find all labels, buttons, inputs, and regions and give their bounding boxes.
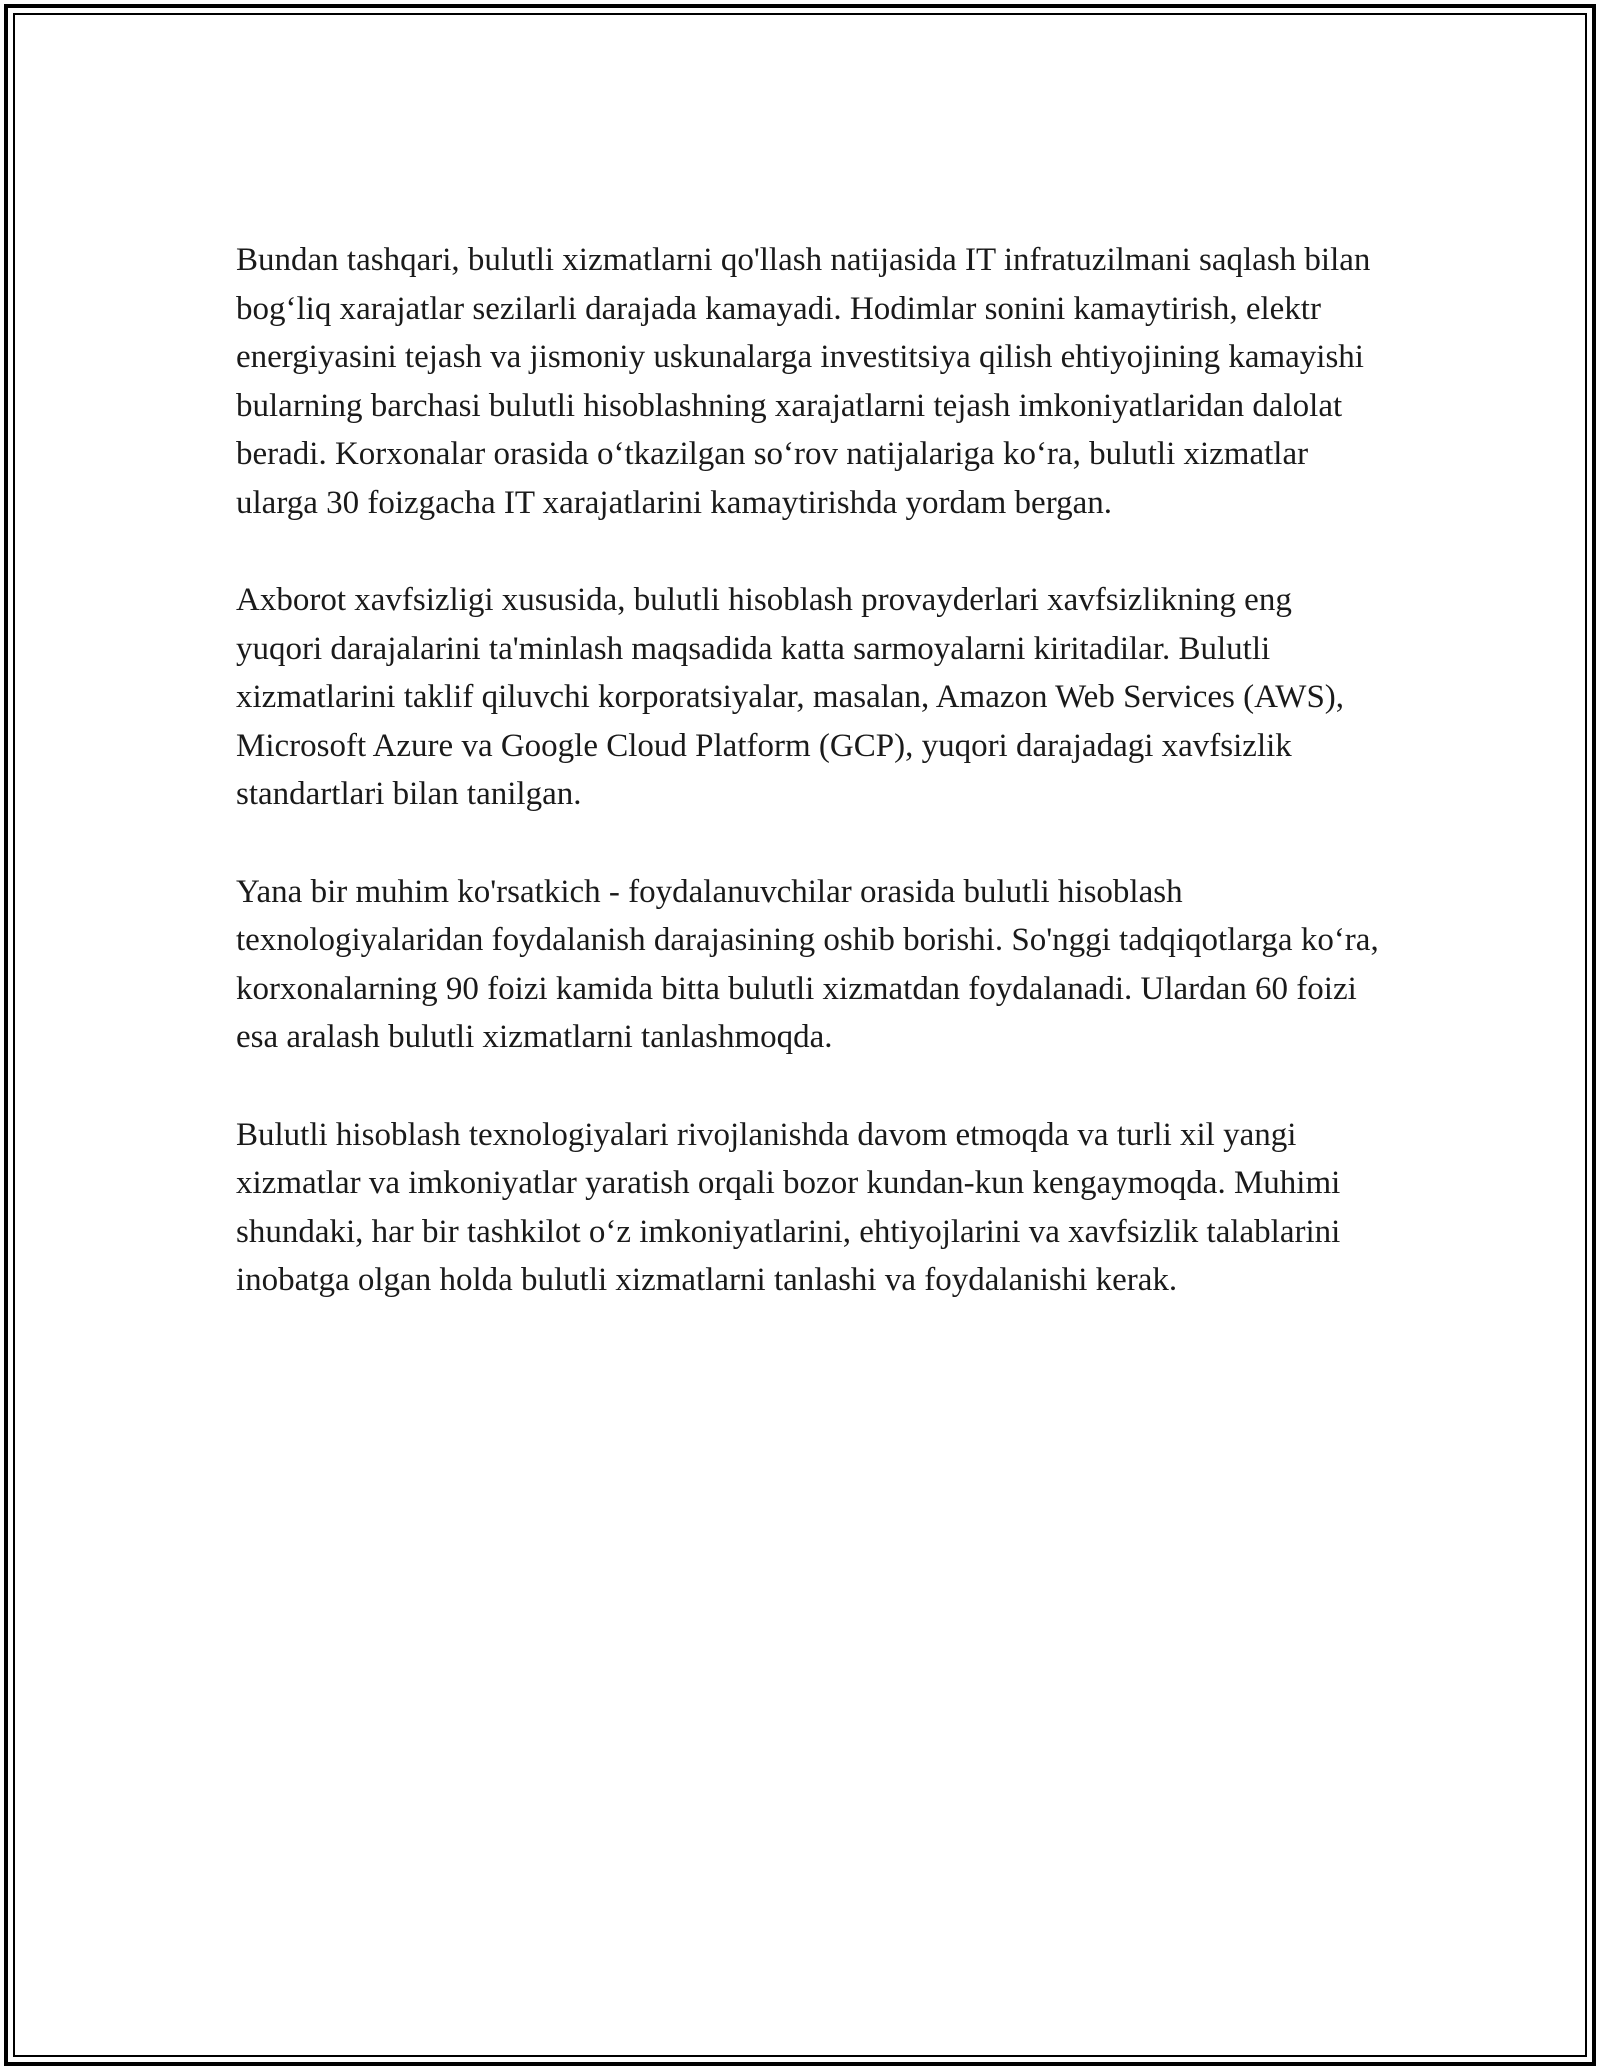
- document-body: [236, 236, 1386, 1354]
- paragraph-information-security: Axborot xavfsizligi xususida, bulutli hisoblash provayderlari xavfsizlikning eng yuqori darajalarini ta'minlash maqsadida katta sarmoyalarni kiritadilar. Bulutli xizmatlarini taklif qiluvchi korporatsiyalar, masalan, Amazon Web Services (AWS), Microsoft Azure va Google Cloud Platform (GCP), yuqori darajadagi xavfsizlik standartlari bilan tanilgan.: [236, 582, 1345, 812]
- paragraph-it-cost-savings: Bundan tashqari, bulutli xizmatlarni qo'llash natijasida IT infratuzilmani saqlash bilan bog‘liq xarajatlar sezilarli darajada kamayadi. Hodimlar sonini kamaytirish, elektr energiyasini tejash va jismoniy uskunalarga investitsiya qilish ehtiyojining kamayishi bularning barchasi bulutli hisoblashning xarajatlarni tejash imkoniyatlaridan dalolat beradi. Korxonalar orasida o‘tkazilgan so‘rov natijalariga ko‘ra, bulutli xizmatlar ularga 30 foizgacha IT xarajatlarini kamaytirishda yordam bergan.: [236, 242, 1371, 521]
- paragraph-adoption-rate: Yana bir muhim ko'rsatkich - foydalanuvchilar orasida bulutli hisoblash texnologiyalaridan foydalanish darajasining oshib borishi. So'nggi tadqiqotlarga ko‘ra, korxonalarning 90 foizi kamida bitta bulutli xizmatdan foydalanadi. Ulardan 60 foizi esa aralash bulutli xizmatlarni tanlashmoqda.: [236, 873, 1379, 1055]
- paragraph-market-growth: Bulutli hisoblash texnologiyalari rivojlanishda davom etmoqda va turli xil yangi xizmatlar va imkoniyatlar yaratish orqali bozor kundan-kun kengaymoqda. Muhimi shundaki, har bir tashkilot o‘z imkoniyatlarini, ehtiyojlarini va xavfsizlik talablarini inobatga olgan holda bulutli xizmatlarni tanlashi va foydalanishi kerak.: [236, 1116, 1341, 1298]
